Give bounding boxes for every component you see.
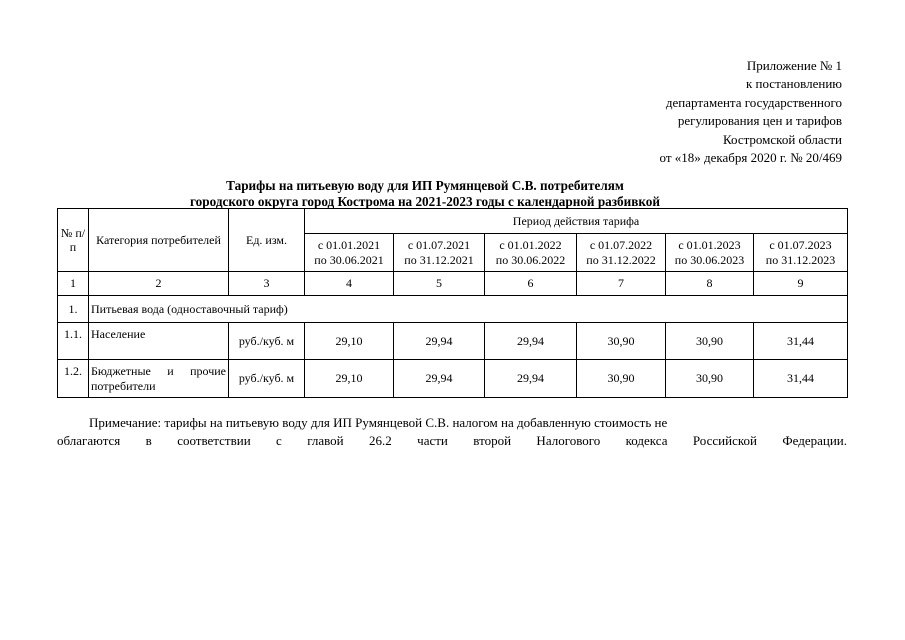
row-value: 29,10	[305, 360, 394, 398]
section-num: 1.	[58, 296, 89, 323]
appendix-line: департамента государственного	[665, 94, 842, 110]
table-row	[58, 360, 848, 398]
row-value: 29,94	[394, 360, 485, 398]
appendix-line: Костромской области	[722, 131, 842, 147]
appendix-line: регулирования цен и тарифов	[677, 113, 842, 129]
row-value: 30,90	[577, 323, 666, 360]
row-num: 1.2.	[58, 360, 89, 398]
header-category: Категория потребителей	[89, 209, 229, 272]
col-number: 6	[485, 272, 577, 296]
title-line: Тарифы на питьевую воду для ИП Румянцевой С.В. потребителям	[226, 178, 624, 193]
period-cell: с 01.01.2023 по 30.06.2023	[666, 234, 754, 272]
header-period: Период действия тарифа	[305, 209, 848, 234]
row-unit: руб./куб. м	[229, 323, 305, 360]
row-value: 30,90	[666, 323, 754, 360]
col-number: 5	[394, 272, 485, 296]
section-label: Питьевая вода (одноставочный тариф)	[89, 296, 848, 323]
row-value: 31,44	[754, 323, 848, 360]
header-num: № п/п	[58, 209, 89, 272]
row-value: 29,94	[485, 360, 577, 398]
period-cell: с 01.01.2021 по 30.06.2021	[305, 234, 394, 272]
col-number: 1	[58, 272, 89, 296]
row-value: 29,10	[305, 323, 394, 360]
row-value: 30,90	[666, 360, 754, 398]
appendix-line: Приложение № 1	[746, 58, 842, 73]
col-number: 7	[577, 272, 666, 296]
col-number: 2	[89, 272, 229, 296]
col-number: 8	[666, 272, 754, 296]
period-cell: с 01.07.2023 по 31.12.2023	[754, 234, 848, 272]
title-line: городского округа город Кострома на 2021-2023 годы с календарной разбивкой	[190, 193, 660, 209]
note-line: Примечание: тарифы на питьевую воду для ИП Румянцевой С.В. налогом на добавленную стоимость не	[89, 415, 668, 430]
row-value: 30,90	[577, 360, 666, 398]
row-value: 31,44	[754, 360, 848, 398]
appendix-line: к постановлению	[745, 76, 842, 92]
row-value: 29,94	[485, 323, 577, 360]
period-cell: с 01.07.2022 по 31.12.2022	[577, 234, 666, 272]
document-title	[100, 178, 750, 209]
note-block	[57, 414, 847, 450]
row-category: Население	[89, 323, 229, 360]
col-number: 3	[229, 272, 305, 296]
period-cell: с 01.07.2021 по 31.12.2021	[394, 234, 485, 272]
row-unit: руб./куб. м	[229, 360, 305, 398]
appendix-block	[659, 57, 842, 167]
col-number: 9	[754, 272, 848, 296]
row-value: 29,94	[394, 323, 485, 360]
period-cell: с 01.01.2022 по 30.06.2022	[485, 234, 577, 272]
row-num: 1.1.	[58, 323, 89, 360]
table-row	[58, 323, 848, 360]
header-unit: Ед. изм.	[229, 209, 305, 272]
col-number: 4	[305, 272, 394, 296]
appendix-line: от «18» декабря 2020 г. № 20/469	[659, 150, 842, 166]
tariff-table	[57, 208, 848, 398]
row-category: Бюджетные и прочие потребители	[89, 360, 229, 398]
note-line: облагаются в соответствии с главой 26.2 части второй Налогового кодекса Российской Федерации.	[57, 433, 847, 448]
